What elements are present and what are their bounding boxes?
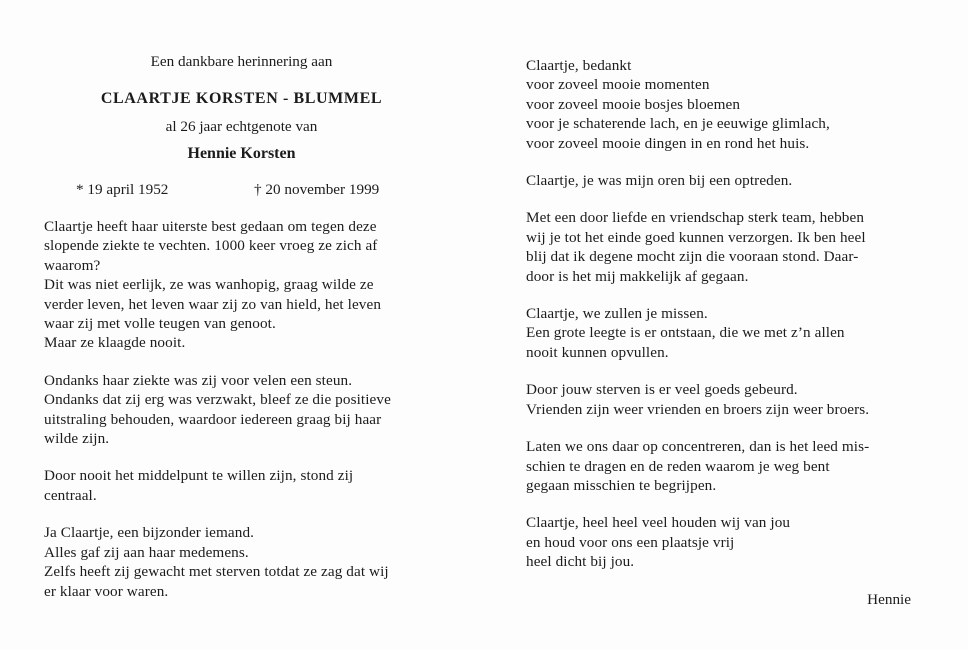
text-line: Dit was niet eerlijk, ze was wanhopig, graag wilde ze (44, 276, 374, 294)
left-column (44, 52, 439, 601)
partner-name: Hennie Korsten (187, 145, 296, 162)
right-paragraph-3 (526, 208, 914, 286)
text-line: Ondanks haar ziekte was zij voor velen een steun. (44, 371, 353, 389)
left-paragraph-4 (44, 523, 439, 601)
text-line: Claartje, je was mijn oren bij een optreden. (526, 172, 793, 190)
text-line: Door jouw sterven is er veel goeds gebeurd. (526, 381, 798, 399)
text-line: Ja Claartje, een bijzonder iemand. (44, 524, 255, 542)
text-line: Een grote leegte is er ontstaan, die we met z’n allen (526, 324, 845, 342)
text-line: wij je tot het einde goed kunnen verzorgen. Ik ben heel (526, 228, 866, 246)
right-paragraph-5 (526, 380, 914, 419)
text-line: Zelfs heeft zij gewacht met sterven totdat ze zag dat wij (44, 563, 389, 581)
text-line: Claartje heeft haar uiterste best gedaan om tegen deze (44, 218, 377, 235)
death-date: † 20 november 1999 (254, 181, 380, 198)
text-line: wilde zijn. (44, 430, 110, 448)
text-line: Door nooit het middelpunt te willen zijn, stond zij (44, 467, 354, 485)
signature: Hennie (867, 590, 911, 608)
life-dates (44, 181, 439, 203)
text-line: Alles gaf zij aan haar medemens. (44, 543, 249, 561)
left-paragraph-1 (44, 217, 439, 353)
birth-date: * 19 april 1952 (76, 181, 169, 198)
left-paragraph-3 (44, 466, 439, 505)
text-line: Claartje, we zullen je missen. (526, 305, 708, 323)
text-line: centraal. (44, 486, 97, 504)
intro-text: Een dankbare herinnering aan (150, 53, 333, 70)
text-line: voor zoveel mooie momenten (526, 76, 710, 94)
text-line: waarom? (44, 256, 101, 274)
text-line: voor zoveel mooie bosjes bloemen (526, 95, 741, 113)
right-paragraph-1 (526, 56, 914, 153)
text-line: schien te dragen en de reden waarom je weg bent (526, 457, 830, 475)
married-text: al 26 jaar echtgenote van (165, 118, 318, 135)
text-line: er klaar voor waren. (44, 582, 169, 600)
text-line: verder leven, het leven waar zij zo van hield, het leven (44, 295, 382, 313)
text-line: door is het mij makkelijk af gegaan. (526, 267, 749, 285)
text-line: Laten we ons daar op concentreren, dan is het leed mis- (526, 438, 870, 456)
text-line: voor je schaterende lach, en je eeuwige glimlach, (526, 115, 830, 133)
left-paragraph-2 (44, 371, 439, 449)
text-line: blij dat ik degene mocht zijn die vooraan stond. Daar- (526, 248, 859, 266)
text-line: uitstraling behouden, waardoor iedereen graag bij haar (44, 410, 382, 428)
text-line: en houd voor ons een plaatsje vrij (526, 533, 735, 551)
right-paragraph-7 (526, 513, 914, 571)
text-line: Vrienden zijn weer vrienden en broers zijn weer broers. (526, 400, 870, 418)
text-line: Claartje, heel heel veel houden wij van jou (526, 514, 791, 532)
right-paragraph-6 (526, 437, 914, 495)
text-line: voor zoveel mooie dingen in en rond het huis. (526, 134, 810, 152)
text-line: Ondanks dat zij erg was verzwakt, bleef ze die positieve (44, 391, 391, 409)
text-line: nooit kunnen opvullen. (526, 343, 669, 361)
text-line: Met een door liefde en vriendschap sterk team, hebben (526, 209, 865, 227)
text-line: Claartje, bedankt (526, 57, 632, 74)
text-line: heel dicht bij jou. (526, 553, 635, 571)
right-paragraph-2 (526, 171, 914, 190)
text-line: slopende ziekte te vechten. 1000 keer vroeg ze zich af (44, 237, 378, 255)
right-column (526, 56, 914, 609)
text-line: gegaan misschien te begrijpen. (526, 476, 717, 494)
text-line: waar zij met volle teugen van genoot. (44, 315, 276, 333)
deceased-name: CLAARTJE KORSTEN - BLUMMEL (100, 90, 383, 107)
text-line: Maar ze klaagde nooit. (44, 334, 186, 352)
right-paragraph-4 (526, 304, 914, 362)
